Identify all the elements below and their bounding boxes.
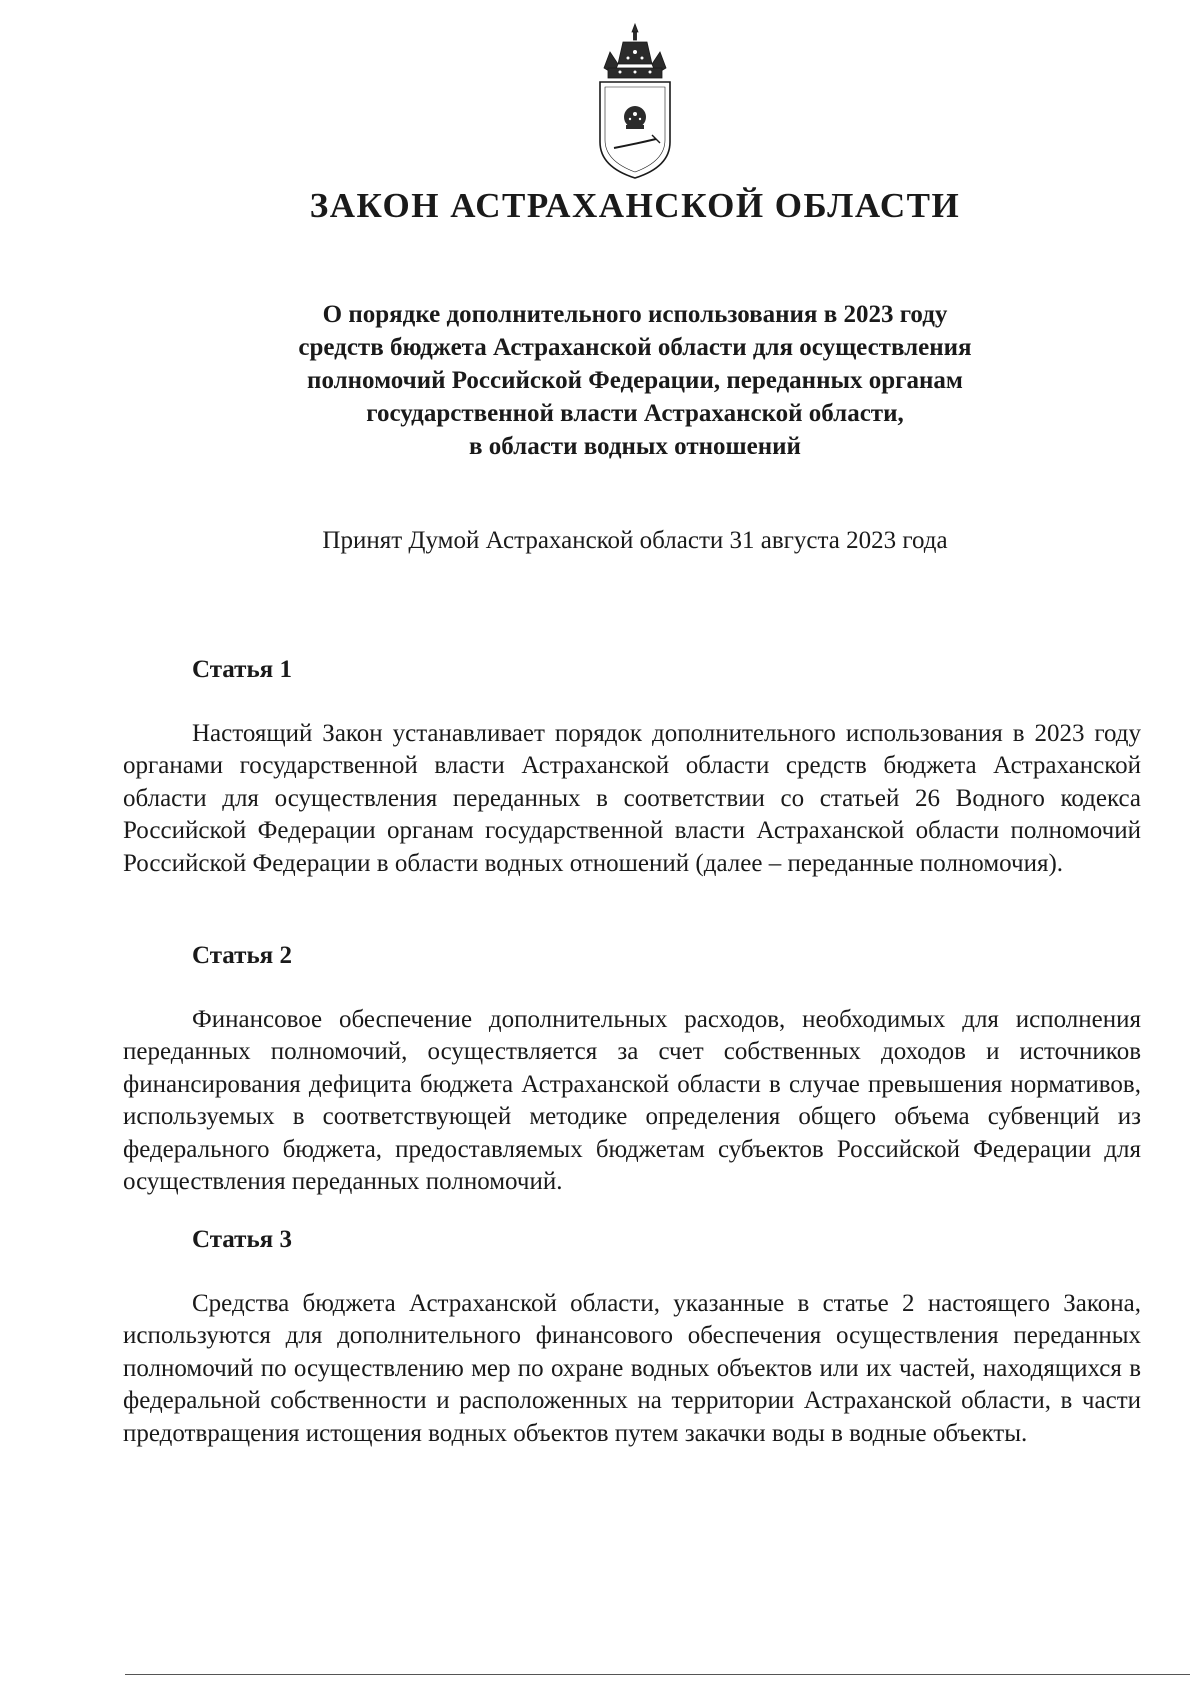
article-2-text: Финансовое обеспечение дополнительных расходов, необходимых для исполнения переданных полномочий, осуществляется за счет собственных доходов и источников финансирования дефицита бюджета Астраханской области в случае превышения нормативов, используемых в соответствующей методике определения общего объема субвенций из федерального бюджета, предоставляемых бюджетам субъектов Российской Федерации для осуществления переданных полномочий. [123, 1006, 1141, 1196]
coat-of-arms-icon [590, 22, 680, 182]
law-subject-line: государственной власти Астраханской области, [366, 400, 904, 427]
law-subject-line: средств бюджета Астраханской области для осуществления [298, 334, 972, 361]
law-title: ЗАКОН АСТРАХАНСКОЙ ОБЛАСТИ [309, 186, 961, 225]
law-subject-line: в области водных отношений [469, 433, 801, 460]
adoption-statement: Принят Думой Астраханской области 31 августа 2023 года [322, 527, 948, 554]
law-subject-line: полномочий Российской Федерации, переданных органам [307, 367, 963, 394]
article-3-text: Средства бюджета Астраханской области, указанные в статье 2 настоящего Закона, используются для дополнительного финансового обеспечения осуществления переданных полномочий по осуществлению мер по охране водных объектов или их частей, находящихся в федеральной собственности и расположенных на территории Астраханской области, в части предотвращения истощения водных объектов путем закачки воды в водные объекты. [123, 1290, 1141, 1447]
law-subject-line: О порядке дополнительного использования в 2023 году [322, 301, 948, 328]
article-3-heading: Статья 3 [192, 1226, 292, 1253]
article-2-heading: Статья 2 [192, 942, 292, 969]
footer-divider [125, 1674, 1190, 1675]
law-subject [180, 298, 1090, 463]
article-1-heading: Статья 1 [192, 656, 292, 683]
article-1-text: Настоящий Закон устанавливает порядок дополнительного использования в 2023 году органами государственной власти Астраханской области средств бюджета Астраханской области для осуществления переданных в соответствии со статьей 26 Водного кодекса Российской Федерации органам государственной власти Астраханской области полномочий Российской Федерации в области водных отношений (далее – переданные полномочия). [123, 720, 1141, 877]
